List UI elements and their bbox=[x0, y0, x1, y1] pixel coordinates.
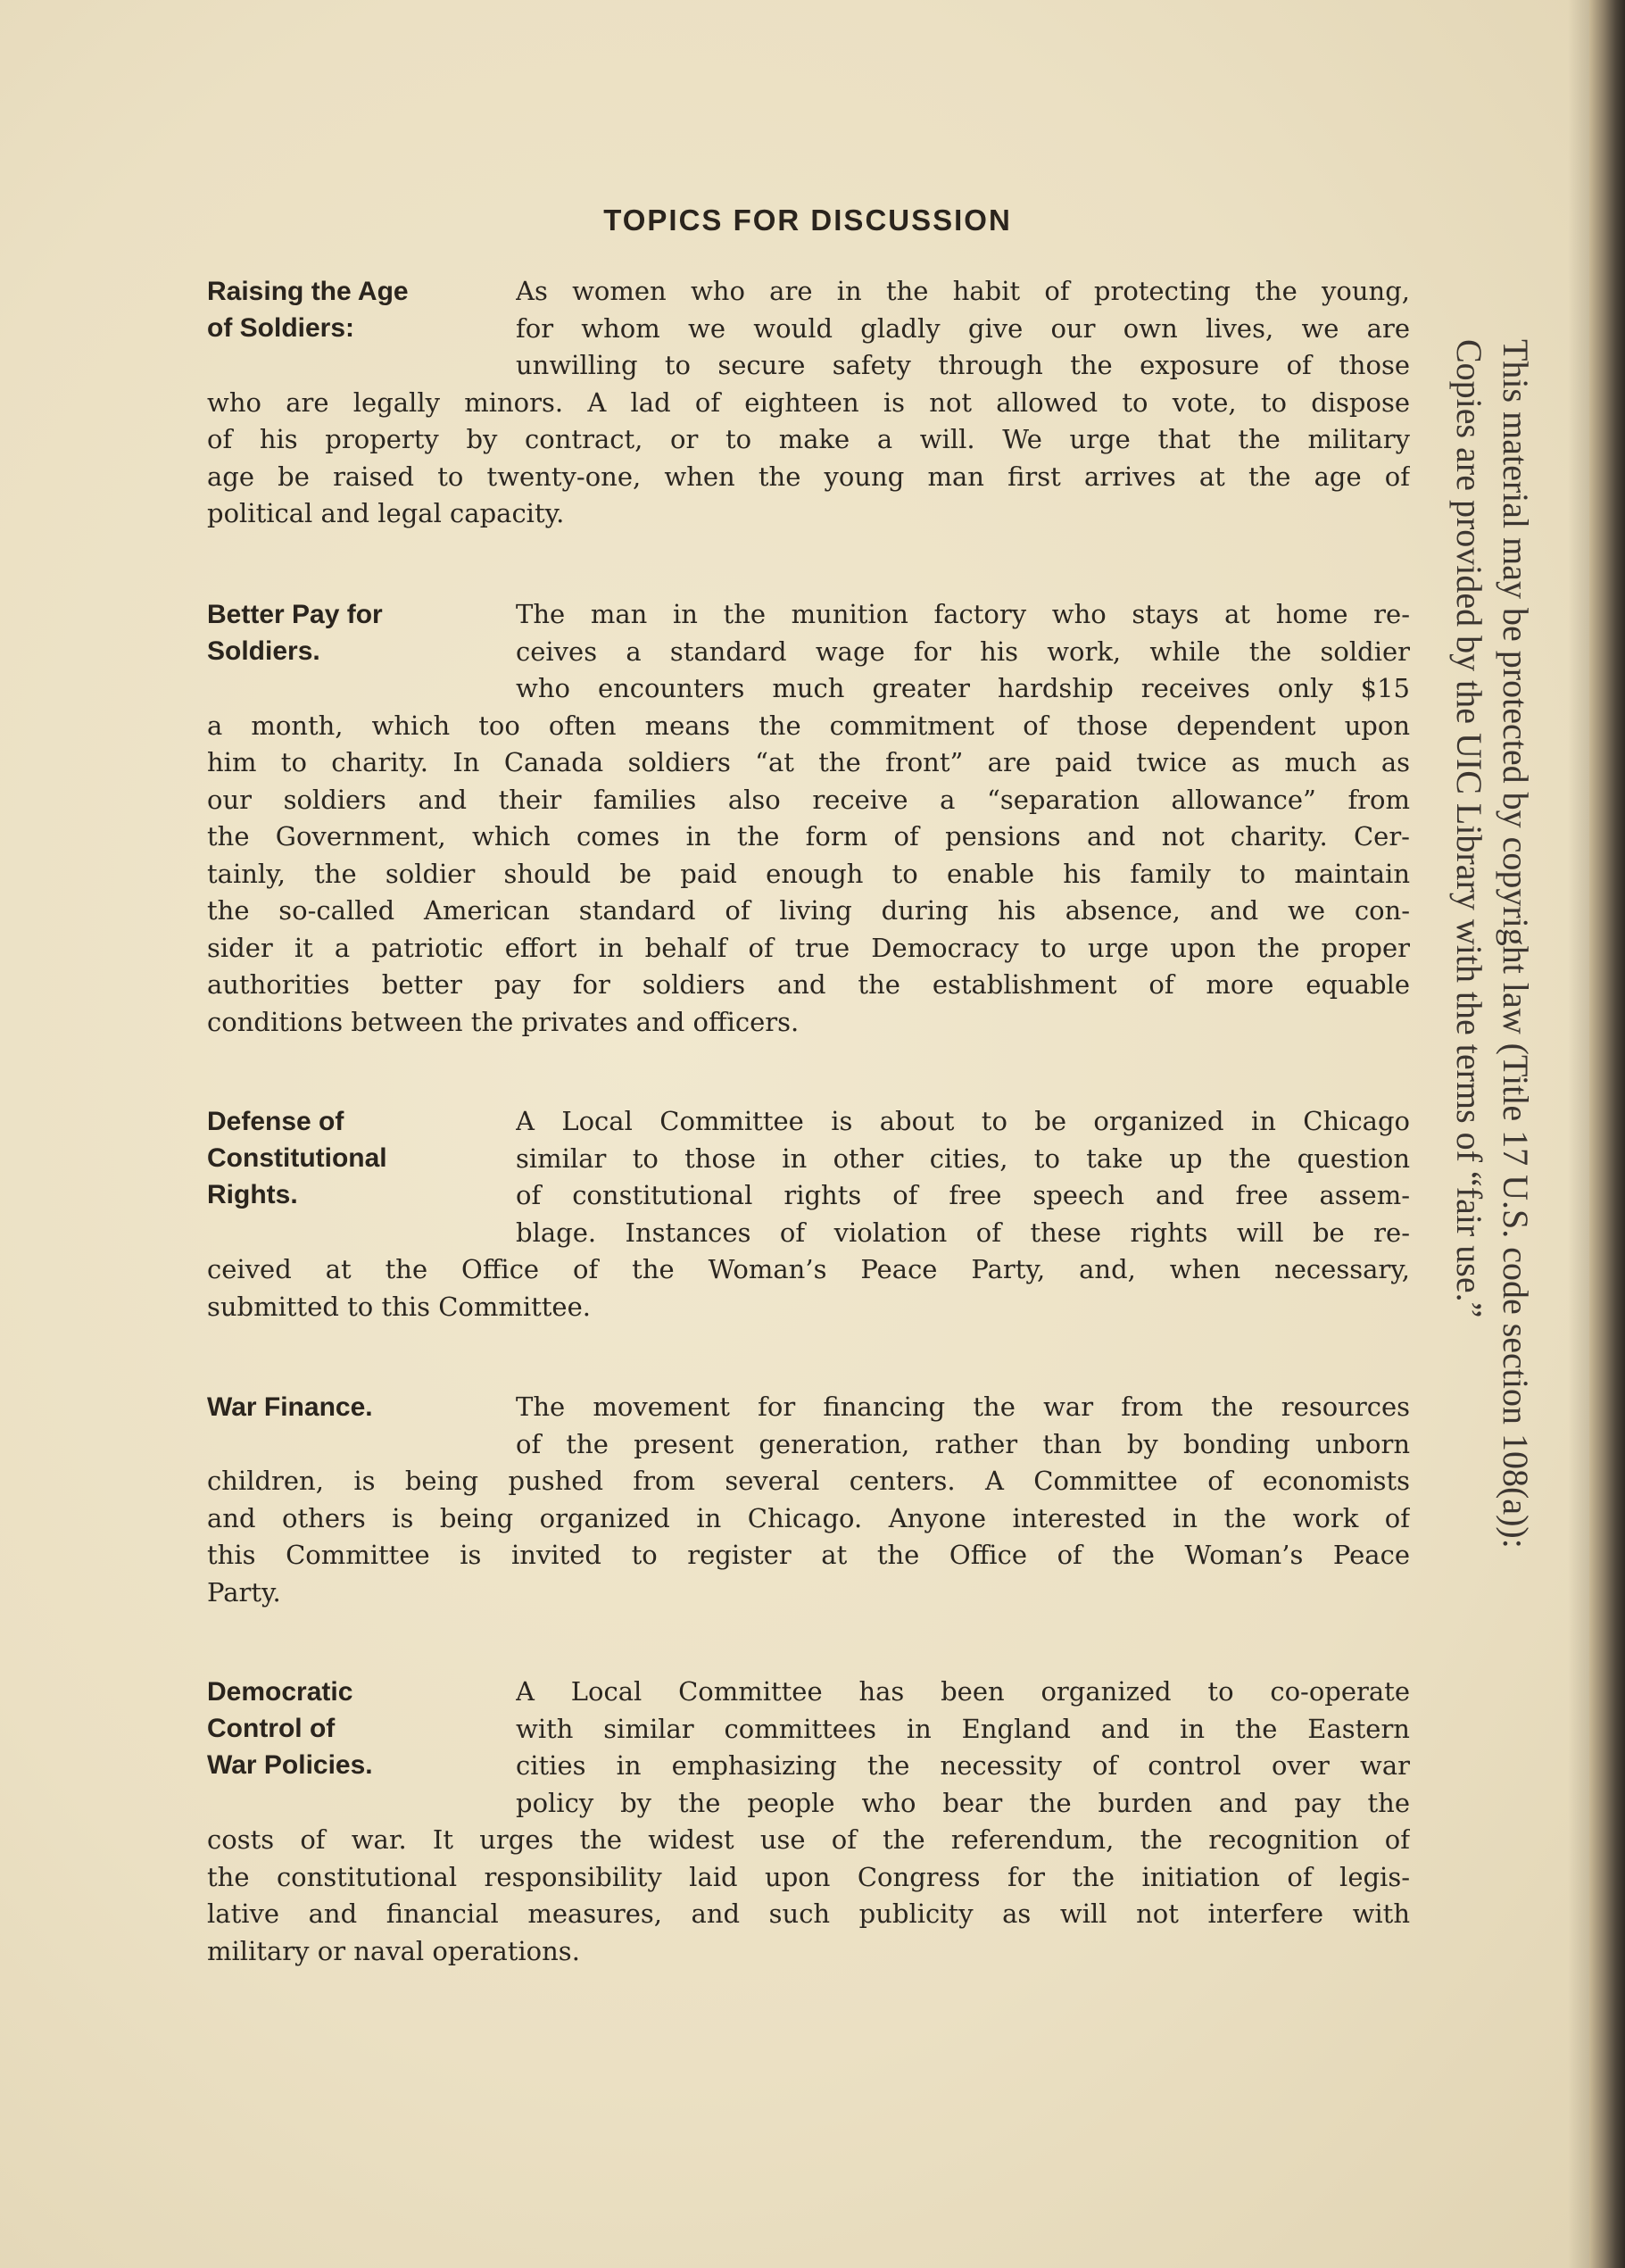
body-line: with similar committees in England and in the Eastern bbox=[516, 1713, 1410, 1744]
body-line: of constitutional rights of free speech and free assem- bbox=[516, 1180, 1410, 1210]
body-line: the Government, which comes in the form of pensions and not charity. Cer- bbox=[207, 821, 1410, 852]
body-line: who encounters much greater hardship receives only $15 bbox=[516, 673, 1410, 703]
copyright-line: This material may be protected by copyright law (Title 17 U.S. code section 108(a)): bbox=[1496, 339, 1536, 1549]
section-heading bbox=[207, 1103, 502, 1213]
section-heading bbox=[207, 273, 502, 346]
heading-line: Raising the Age bbox=[207, 277, 409, 306]
body-line: of the present generation, rather than by bonding unborn bbox=[516, 1428, 1410, 1459]
body-line: a month, which too often means the commitment of those dependent upon bbox=[207, 710, 1410, 741]
book-spine-edge bbox=[1589, 0, 1625, 2268]
copyright-notice bbox=[1446, 339, 1538, 1549]
body-line: for whom we would gladly give our own lives, we are bbox=[516, 312, 1410, 344]
body-line: As women who are in the habit of protecting the young, bbox=[516, 276, 1410, 306]
heading-line: Rights. bbox=[207, 1180, 298, 1209]
body-line: A Local Committee is about to be organized in Chicago bbox=[516, 1106, 1410, 1136]
heading-line: War Policies. bbox=[207, 1750, 373, 1780]
body-line: lative and financial measures, and such publicity as will not interfere with bbox=[207, 1898, 1410, 1929]
heading-line: Constitutional bbox=[207, 1143, 387, 1173]
body-line: similar to those in other cities, to take up the question bbox=[516, 1142, 1410, 1174]
body-line: our soldiers and their families also receive a “separation allowance” from bbox=[207, 784, 1410, 815]
section-better-pay bbox=[207, 596, 1410, 1041]
body-line: political and legal capacity. bbox=[207, 498, 565, 528]
body-line: The movement for financing the war from the resources bbox=[516, 1392, 1410, 1422]
heading-line: Democratic bbox=[207, 1677, 353, 1707]
body-line: The man in the munition factory who stays at home re- bbox=[516, 599, 1410, 629]
body-line: who are legally minors. A lad of eighteen is not allowed to vote, to dispose bbox=[207, 386, 1410, 418]
section-democratic-control bbox=[207, 1674, 1410, 1970]
body-line: this Committee is invited to register at the Office of the Woman’s Peace bbox=[207, 1540, 1410, 1570]
section-heading bbox=[207, 1389, 502, 1425]
body-line: age be raised to twenty-one, when the young man first arrives at the age of bbox=[207, 461, 1410, 492]
body-line: authorities better pay for soldiers and the establishment of more equable bbox=[207, 969, 1410, 1000]
copyright-line: Copies are provided by the UIC Library with the terms of “fair use.” bbox=[1449, 339, 1489, 1318]
section-raising-age bbox=[207, 273, 1410, 533]
body-line: cities in emphasizing the necessity of control over war bbox=[516, 1750, 1410, 1781]
section-heading bbox=[207, 596, 502, 669]
body-line: tainly, the soldier should be paid enough to enable his family to maintain bbox=[207, 858, 1410, 889]
body-line: Party. bbox=[207, 1576, 281, 1608]
body-line: ceives a standard wage for his work, while the soldier bbox=[516, 636, 1410, 667]
body-line: submitted to this Committee. bbox=[207, 1291, 591, 1322]
body-line: him to charity. In Canada soldiers “at the front” are paid twice as much as bbox=[207, 747, 1410, 777]
body-line: the constitutional responsibility laid upon Congress for the initiation of legis- bbox=[207, 1861, 1410, 1892]
body-line: the so-called American standard of living during his absence, and we con- bbox=[207, 895, 1410, 926]
body-line: costs of war. It urges the widest use of the referendum, the recognition of bbox=[207, 1824, 1410, 1855]
body-line: of his property by contract, or to make a will. We urge that the military bbox=[207, 424, 1410, 454]
heading-line: Better Pay for bbox=[207, 600, 383, 629]
heading-line: Defense of bbox=[207, 1107, 344, 1136]
body-line: ceived at the Office of the Woman’s Peace Party, and, when necessary, bbox=[207, 1254, 1410, 1284]
body-line: policy by the people who bear the burden and pay the bbox=[516, 1787, 1410, 1818]
heading-line: Control of bbox=[207, 1714, 336, 1743]
body-line: unwilling to secure safety through the exposure of those bbox=[516, 350, 1410, 380]
body-line: blage. Instances of violation of these rights will be re- bbox=[516, 1217, 1410, 1248]
body-line: A Local Committee has been organized to co-operate bbox=[516, 1676, 1410, 1707]
page-edge-shadow bbox=[1568, 0, 1589, 2268]
section-constitutional-rights bbox=[207, 1103, 1410, 1325]
heading-line: of Soldiers: bbox=[207, 313, 355, 343]
body-line: military or naval operations. bbox=[207, 1935, 580, 1966]
heading-line: Soldiers. bbox=[207, 636, 320, 666]
page-title: TOPICS FOR DISCUSSION bbox=[603, 204, 1012, 237]
section-heading bbox=[207, 1674, 502, 1783]
body-line: conditions between the privates and officers. bbox=[207, 1006, 800, 1037]
body-line: and others is being organized in Chicago. Anyone interested in the work of bbox=[207, 1502, 1410, 1533]
body-line: sider it a patriotic effort in behalf of true Democracy to urge upon the proper bbox=[207, 932, 1410, 963]
heading-line: War Finance. bbox=[207, 1392, 373, 1422]
section-war-finance bbox=[207, 1389, 1410, 1611]
body-line: children, is being pushed from several centers. A Committee of economists bbox=[207, 1466, 1410, 1496]
